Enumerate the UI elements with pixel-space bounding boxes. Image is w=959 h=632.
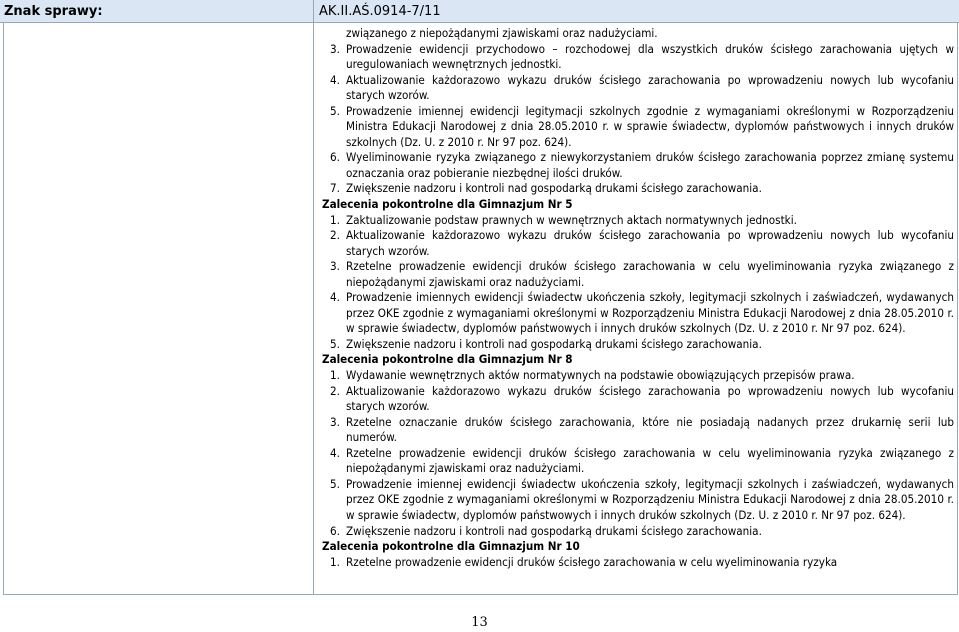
item-number: 2. bbox=[330, 383, 340, 398]
list-item bbox=[322, 259, 954, 290]
list-item bbox=[322, 228, 954, 259]
item-number: 6. bbox=[330, 523, 340, 538]
item-text: Aktualizowanie każdorazowo wykazu druków ścisłego zarachowania po wprowadzeniu nowych lub wycofaniu starych wzorów. bbox=[346, 72, 954, 103]
item-number: 3. bbox=[330, 41, 340, 56]
list-item bbox=[322, 477, 954, 524]
item-text: Rzetelne prowadzenie ewidencji druków ścisłego zarachowania w celu wyeliminowania ryzyka związanego z niepożądanymi zjawiskami oraz nadużyciami. bbox=[346, 445, 954, 476]
section-heading-gim5: Zalecenia pokontrolne dla Gimnazjum Nr 5 bbox=[322, 197, 573, 212]
item-number: 1. bbox=[330, 554, 340, 569]
item-number: 6. bbox=[330, 150, 340, 165]
item-number: 1. bbox=[330, 212, 340, 227]
list-item bbox=[322, 213, 954, 229]
list-item bbox=[322, 42, 954, 73]
section-heading-gim10: Zalecenia pokontrolne dla Gimnazjum Nr 10 bbox=[322, 539, 580, 554]
list-item bbox=[322, 150, 954, 181]
list-item bbox=[322, 337, 954, 353]
case-number-header bbox=[0, 0, 959, 23]
gim10-list bbox=[322, 555, 954, 571]
first-list bbox=[322, 42, 954, 197]
column-divider bbox=[313, 22, 314, 594]
recommendations-content bbox=[322, 26, 954, 570]
item-text: Prowadzenie ewidencji przychodowo – rozchodowej dla wszystkich druków ścisłego zarachowania ujętych w uregulowaniach wewnętrznych jednostki. bbox=[346, 41, 954, 72]
gim5-list bbox=[322, 213, 954, 353]
item-number: 4. bbox=[330, 445, 340, 460]
list-item bbox=[322, 524, 954, 540]
item-number: 7. bbox=[330, 181, 340, 196]
list-item bbox=[322, 368, 954, 384]
list-item bbox=[322, 290, 954, 337]
item-text: Zwiększenie nadzoru i kontroli nad gospodarką drukami ścisłego zarachowania. bbox=[346, 336, 762, 351]
list-item bbox=[322, 73, 954, 104]
page-number: 13 bbox=[471, 615, 488, 630]
list-item bbox=[322, 104, 954, 151]
item-text: Rzetelne oznaczanie druków ścisłego zarachowania, które nie posiadają nadanych przez drukarnię serii lub numerów. bbox=[346, 414, 954, 445]
case-number-value: AK.II.AŚ.0914-7/11 bbox=[319, 4, 441, 19]
item-text: Rzetelne prowadzenie ewidencji druków ścisłego zarachowania w celu wyeliminowania ryzyka bbox=[346, 554, 838, 569]
item-number: 4. bbox=[330, 290, 340, 305]
list-item bbox=[322, 415, 954, 446]
item-number: 5. bbox=[330, 476, 340, 491]
gim8-list bbox=[322, 368, 954, 539]
list-item bbox=[322, 555, 954, 571]
list-item bbox=[322, 181, 954, 197]
item-number: 5. bbox=[330, 103, 340, 118]
item-text: Zaktualizowanie podstaw prawnych w wewnętrznych aktach normatywnych jednostki. bbox=[346, 212, 797, 227]
item-number: 4. bbox=[330, 72, 340, 87]
item-text: Zwiększenie nadzoru i kontroli nad gospodarką drukami ścisłego zarachowania. bbox=[346, 181, 762, 196]
item-text: Prowadzenie imiennych ewidencji świadectw ukończenia szkoły, legitymacji szkolnych i zaświadczeń, wydawanych przez OKE zgodnie z wymaganiami określonymi w Rozporządzeniu Ministra Edukacji Narodowej z dnia 28.05.2010 r. w sprawie świadectw, dyplomów państwowych i innych druków szkolnych (Dz. U. z 2010 r. Nr 97 poz. 624). bbox=[346, 290, 954, 336]
item-text: Aktualizowanie każdorazowo wykazu druków ścisłego zarachowania po wprowadzeniu nowych lub wycofaniu starych wzorów. bbox=[346, 228, 954, 258]
case-number-label: Znak sprawy: bbox=[4, 4, 103, 19]
item-number: 5. bbox=[330, 336, 340, 351]
continuation-text: związanego z niepożądanymi zjawiskami oraz nadużyciami. bbox=[346, 26, 658, 40]
item-number: 3. bbox=[330, 259, 340, 274]
item-number: 1. bbox=[330, 368, 340, 383]
item-text: Prowadzenie imiennej ewidencji legitymacji szkolnych zgodnie z wymaganiami określonymi w Rozporządzeniu Ministra Edukacji Narodowej z dnia 28.05.2010 r. w sprawie świadectw, dyplomów państwowych i innych druków szkolnych (Dz. U. z 2010 r. Nr 97 poz. 624). bbox=[346, 103, 954, 149]
item-number: 3. bbox=[330, 414, 340, 429]
item-text: Prowadzenie imiennej ewidencji świadectw ukończenia szkoły, legitymacji szkolnych i zaświadczeń, wydawanych przez OKE zgodnie z wymaganiami określonymi w Rozporządzeniu Ministra Edukacji Narodowej z dnia 28.05.2010 r. w sprawie świadectw, dyplomów państwowych i innych druków szkolnych (Dz. U. z 2010 r. Nr 97 poz. 624). bbox=[346, 476, 954, 522]
item-number: 2. bbox=[330, 228, 340, 243]
item-text: Aktualizowanie każdorazowo wykazu druków ścisłego zarachowania po wprowadzeniu nowych lub wycofaniu starych wzorów. bbox=[346, 383, 954, 414]
item-text: Zwiększenie nadzoru i kontroli nad gospodarką drukami ścisłego zarachowania. bbox=[346, 523, 762, 538]
item-text: Wydawanie wewnętrznych aktów normatywnych na podstawie obowiązujących przepisów prawa. bbox=[346, 368, 855, 383]
list-item bbox=[322, 446, 954, 477]
list-item bbox=[322, 384, 954, 415]
item-text: Wyeliminowanie ryzyka związanego z niewykorzystaniem druków ścisłego zarachowania poprzez zmianę systemu oznaczania oraz pobieranie niezbędnej ilości druków. bbox=[346, 150, 954, 180]
section-heading-gim8: Zalecenia pokontrolne dla Gimnazjum Nr 8 bbox=[322, 352, 573, 367]
item-text: Rzetelne prowadzenie ewidencji druków ścisłego zarachowania w celu wyeliminowania ryzyka związanego z niepożądanymi zjawiskami oraz nadużyciami. bbox=[346, 259, 954, 289]
header-divider bbox=[313, 0, 314, 22]
